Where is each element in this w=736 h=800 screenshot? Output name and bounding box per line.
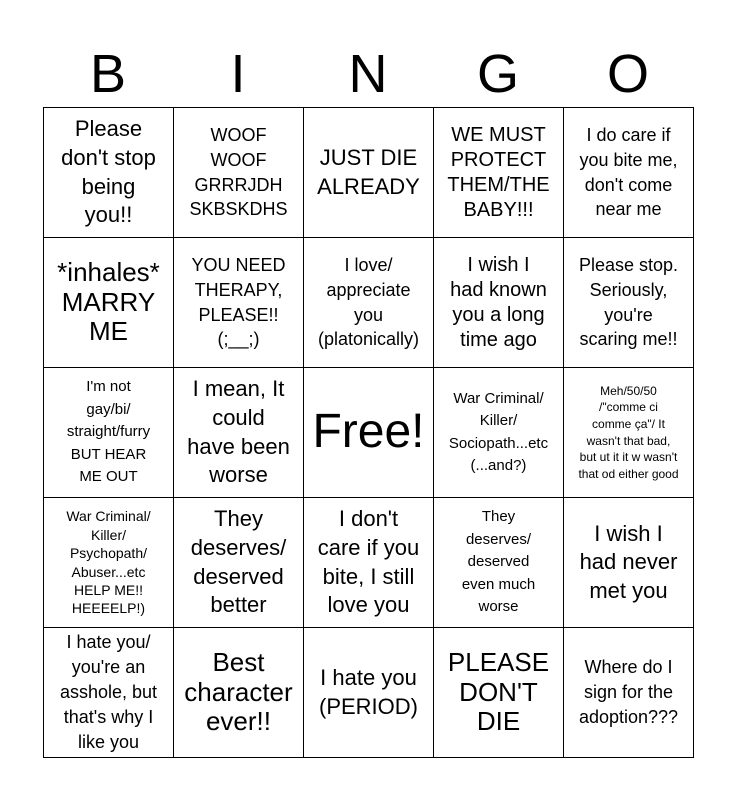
header-letter-o: O — [606, 44, 649, 104]
cell-text: I don't care if you bite, I still love you — [317, 506, 420, 618]
bingo-cell[interactable] — [173, 107, 304, 238]
cell-text: They deserves/ deserved better — [190, 506, 287, 618]
bingo-cell[interactable] — [173, 627, 304, 758]
bingo-cell[interactable] — [433, 367, 564, 498]
cell-text: I hate you/ you're an asshole, but that's why I like you — [59, 632, 158, 752]
bingo-cell[interactable] — [43, 627, 174, 758]
cell-text: WE MUST PROTECT THEM/THE BABY!!! — [447, 123, 550, 221]
cell-text: I mean, It could have been worse — [187, 376, 290, 488]
cell-text: *inhales* MARRY ME — [57, 256, 160, 347]
bingo-cell[interactable] — [303, 497, 434, 628]
bingo-cell[interactable] — [303, 107, 434, 238]
bingo-cell[interactable] — [173, 367, 304, 498]
header-letter-g: G — [476, 44, 519, 104]
bingo-grid — [43, 107, 693, 757]
bingo-cell[interactable] — [433, 107, 564, 238]
cell-text: I do care if you bite me, don't come near me — [579, 124, 678, 220]
cell-text: Where do I sign for the adoption??? — [578, 657, 679, 727]
bingo-cell[interactable] — [303, 627, 434, 758]
cell-text: Please stop. Seriously, you're scaring me!! — [578, 254, 679, 350]
cell-text: I wish I had known you a long time ago — [450, 253, 547, 351]
cell-text: I love/ appreciate you (platonically) — [317, 254, 420, 350]
cell-text: WOOF WOOF GRRRJDH SKBSKDHS — [189, 124, 288, 220]
cell-text: They deserves/ deserved even much worse — [461, 508, 536, 616]
bingo-cell[interactable] — [563, 627, 694, 758]
cell-text: War Criminal/ Killer/ Psychopath/ Abuser...etc HELP ME!! HEEEELP!) — [66, 508, 151, 617]
bingo-header — [43, 40, 693, 108]
header-letter-i: I — [230, 44, 246, 104]
free-space-text: Free! — [312, 405, 425, 459]
bingo-cell[interactable] — [173, 237, 304, 368]
bingo-cell[interactable] — [563, 497, 694, 628]
bingo-cell[interactable] — [433, 627, 564, 758]
cell-text: Best character ever!! — [184, 646, 293, 737]
cell-text: I wish I had never met you — [579, 520, 678, 603]
bingo-cell[interactable] — [303, 237, 434, 368]
cell-text: PLEASE DON'T DIE — [447, 646, 550, 737]
bingo-cell[interactable] — [563, 367, 694, 498]
bingo-cell[interactable] — [43, 367, 174, 498]
header-letter-n: N — [348, 44, 388, 104]
bingo-cell[interactable] — [563, 237, 694, 368]
bingo-cell[interactable] — [173, 497, 304, 628]
bingo-cell[interactable] — [43, 237, 174, 368]
bingo-cell[interactable] — [433, 237, 564, 368]
cell-text: I'm not gay/bi/ straight/furry BUT HEAR ME OUT — [66, 378, 151, 486]
cell-text: I hate you (PERIOD) — [319, 664, 418, 719]
bingo-cell-free[interactable] — [303, 367, 434, 498]
cell-text: JUST DIE ALREADY — [317, 144, 420, 199]
bingo-cell[interactable] — [43, 497, 174, 628]
bingo-cell[interactable] — [433, 497, 564, 628]
bingo-cell[interactable] — [43, 107, 174, 238]
cell-text: YOU NEED THERAPY, PLEASE!! (;__;) — [191, 254, 286, 350]
cell-text: War Criminal/ Killer/ Sociopath...etc (...and?) — [448, 389, 549, 474]
cell-text: Meh/50/50 /"comme ci comme ça"/ It wasn't that bad, but ut it it w wasn't that od either good — [578, 383, 679, 481]
header-letter-b: B — [89, 44, 127, 104]
bingo-cell[interactable] — [563, 107, 694, 238]
cell-text: Please don't stop being you!! — [61, 116, 156, 228]
